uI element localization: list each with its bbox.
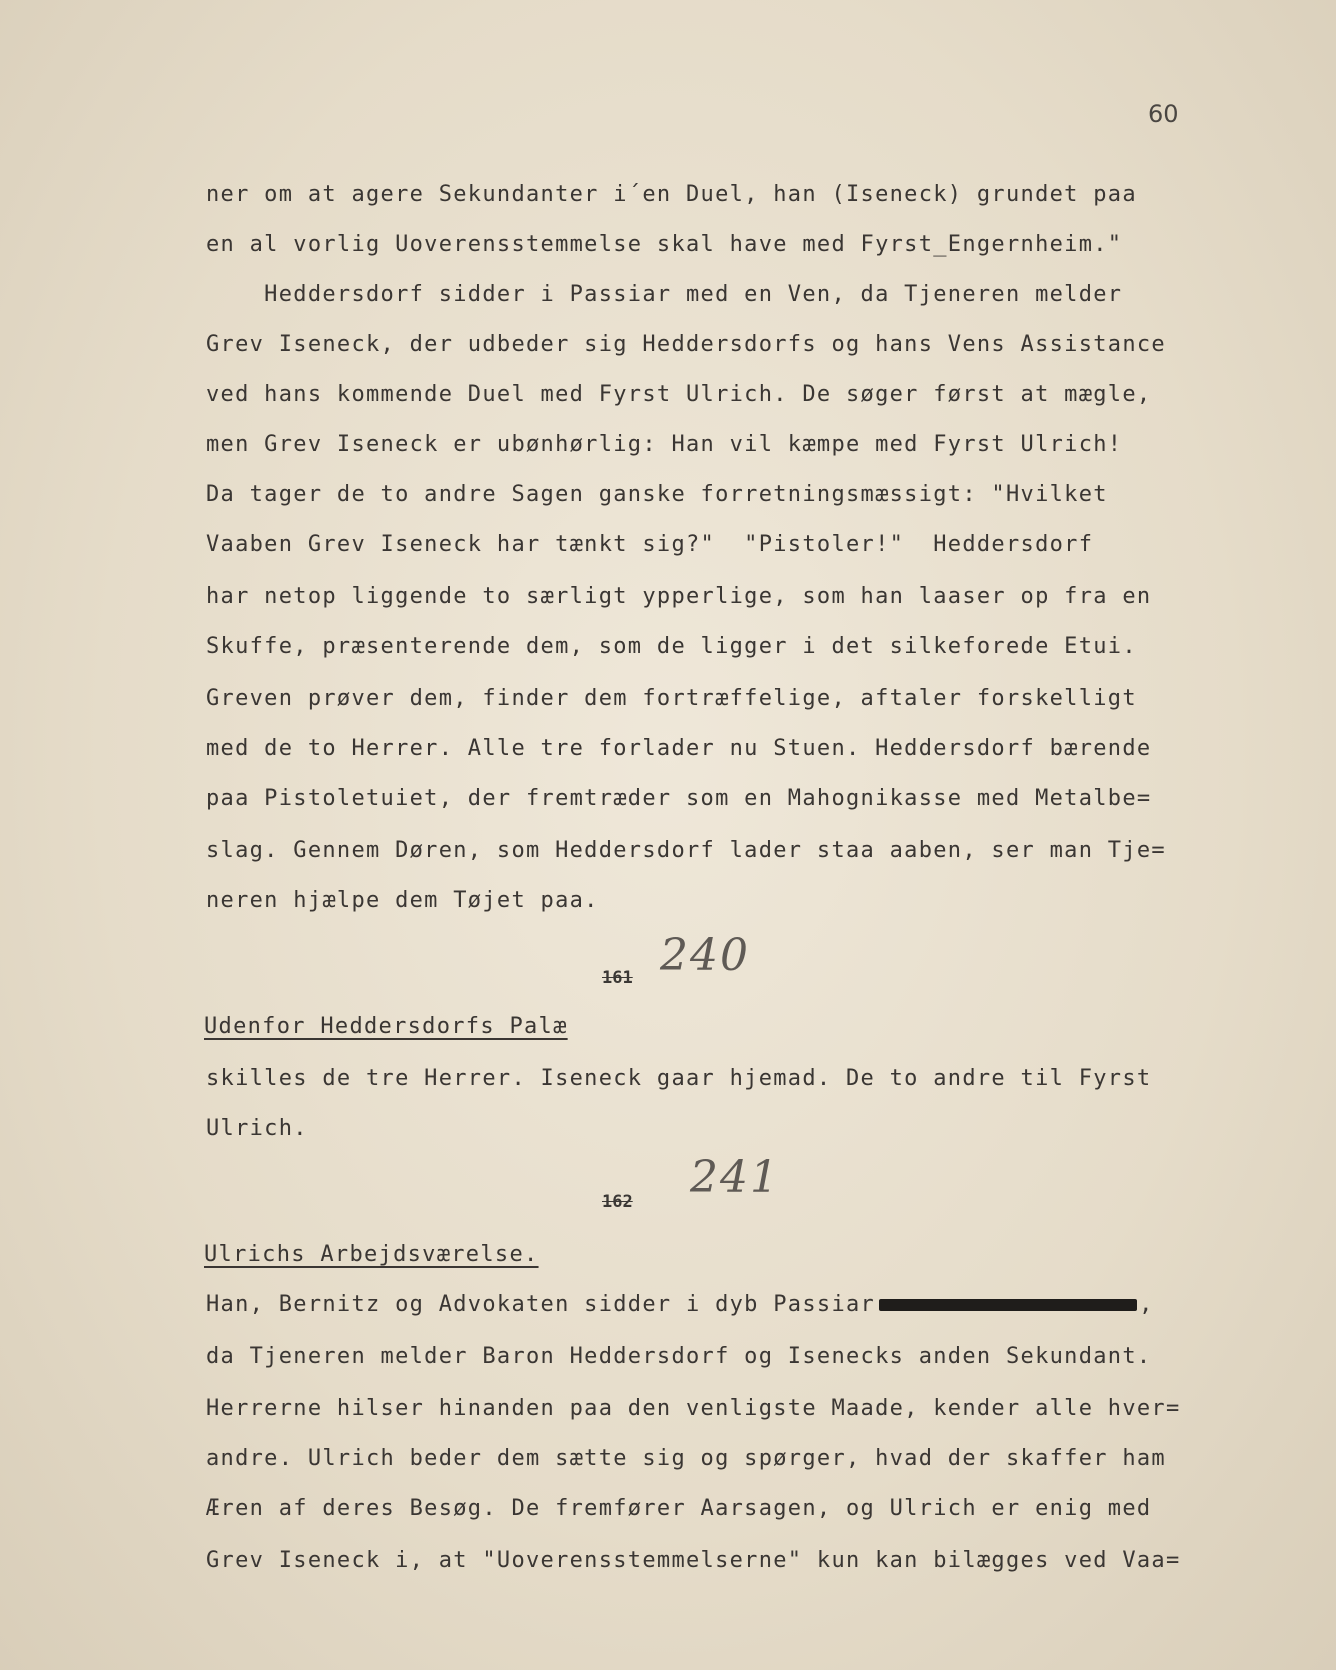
- text-line: Skuffe, præsenterende dem, som de ligger i det silkeforede Etui.: [206, 634, 1137, 659]
- text-line: [206, 1290, 1154, 1320]
- scene-number: 241: [690, 1152, 780, 1203]
- text-line: Ulrich.: [206, 1116, 308, 1141]
- text-line: en al vorlig Uoverensstemmelse skal have med Fyrst_Engernheim.": [206, 232, 1123, 257]
- scene-heading: Ulrichs Arbejdsværelse.: [204, 1242, 539, 1267]
- page-number: 60: [1148, 100, 1179, 128]
- text-line: slag. Gennem Døren, som Heddersdorf lader staa aaben, ser man Tje=: [206, 838, 1166, 863]
- old-scene-number: 161: [602, 968, 633, 988]
- old-scene-number: 162: [602, 1192, 633, 1212]
- text-line: med de to Herrer. Alle tre forlader nu Stuen. Heddersdorf bærende: [206, 736, 1152, 761]
- text-segment: ,: [1139, 1292, 1154, 1317]
- text-line: Grev Iseneck i, at "Uoverensstemmelserne" kun kan bilægges ved Vaa=: [206, 1548, 1181, 1573]
- text-segment: Han, Bernitz og Advokaten sidder i dyb Passiar: [206, 1292, 876, 1317]
- text-line: neren hjælpe dem Tøjet paa.: [206, 888, 599, 913]
- text-line: Vaaben Grev Iseneck har tænkt sig?" "Pistoler!" Heddersdorf: [206, 532, 1094, 557]
- text-line: Grev Iseneck, der udbeder sig Heddersdorfs og hans Vens Assistance: [206, 332, 1166, 357]
- text-line: paa Pistoletuiet, der fremtræder som en Mahognikasse med Metalbe=: [206, 786, 1152, 811]
- scene-number: 240: [660, 930, 750, 981]
- text-line: Greven prøver dem, finder dem fortræffelige, aftaler forskelligt: [206, 686, 1137, 711]
- scene-heading: Udenfor Heddersdorfs Palæ: [204, 1014, 568, 1039]
- text-line: Æren af deres Besøg. De fremfører Aarsagen, og Ulrich er enig med: [206, 1496, 1152, 1521]
- text-line: men Grev Iseneck er ubønhørlig: Han vil kæmpe med Fyrst Ulrich!: [206, 432, 1123, 457]
- text-line: andre. Ulrich beder dem sætte sig og spørger, hvad der skaffer ham: [206, 1446, 1166, 1471]
- text-line: Da tager de to andre Sagen ganske forretningsmæssigt: "Hvilket: [206, 482, 1108, 507]
- text-line: har netop liggende to særligt ypperlige, som han laaser op fra en: [206, 584, 1152, 609]
- text-line: ner om at agere Sekundanter i´en Duel, han (Iseneck) grundet paa: [206, 182, 1137, 207]
- text-line: da Tjeneren melder Baron Heddersdorf og Isenecks anden Sekundant.: [206, 1344, 1152, 1369]
- redaction-mark: [879, 1299, 1137, 1311]
- text-line: skilles de tre Herrer. Iseneck gaar hjemad. De to andre til Fyrst: [206, 1066, 1152, 1091]
- text-line: Herrerne hilser hinanden paa den venligste Maade, kender alle hver=: [206, 1396, 1181, 1421]
- text-line: Heddersdorf sidder i Passiar med en Ven, da Tjeneren melder: [206, 282, 1123, 307]
- text-line: ved hans kommende Duel med Fyrst Ulrich. De søger først at mægle,: [206, 382, 1152, 407]
